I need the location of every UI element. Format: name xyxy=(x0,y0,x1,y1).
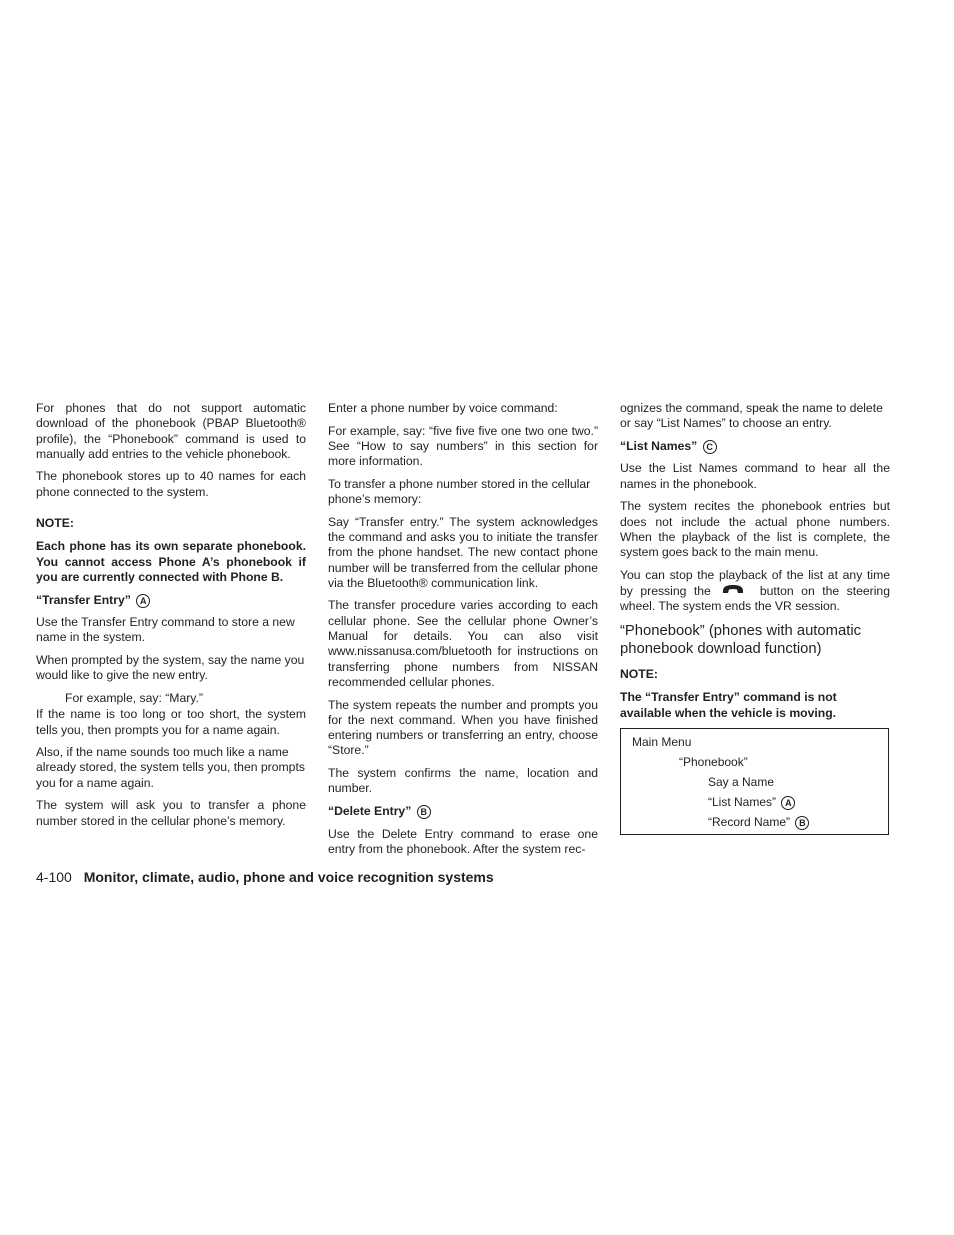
heading-text: “Delete Entry” xyxy=(328,803,412,818)
paragraph: The phonebook stores up to 40 names for each phone connected to the system. xyxy=(36,469,306,499)
list-names-heading xyxy=(620,439,890,454)
page-number: 4-100 xyxy=(36,869,72,885)
callout-marker-b: B xyxy=(417,805,431,819)
page-footer xyxy=(36,869,494,885)
menu-item-record-name xyxy=(621,812,888,832)
heading-text: “Transfer Entry” xyxy=(36,592,131,607)
menu-item-label: “List Names” xyxy=(708,795,777,810)
chapter-title: Monitor, climate, audio, phone and voice recognition systems xyxy=(83,869,494,885)
note-heading: NOTE: xyxy=(620,667,658,682)
paragraph-text: You can stop the playback of the list at any time by pressing the xyxy=(620,567,890,599)
paragraph: The transfer procedure varies according to each cellular phone. See the cellular phone Owner’s Manual for details. You can also visit www.nissanusa.com/bluetooth for instructions on transferring phone numbers from NISSAN recommended cellular phones. xyxy=(328,598,598,689)
transfer-entry-heading xyxy=(36,593,306,608)
menu-item-phonebook: “Phonebook” xyxy=(679,755,748,770)
paragraph: When prompted by the system, say the name you would like to give the new entry. xyxy=(36,653,305,683)
paragraph: Say “Transfer entry.” The system acknowledges the command and asks you to initiate the transfer from the phone handset. The new contact phone number will be transferred from the cellular phone via the Bluetooth® communication link. xyxy=(328,514,598,590)
menu-item-list-names xyxy=(621,792,888,812)
paragraph: ognizes the command, speak the name to delete or say “List Names” to choose an entry. xyxy=(620,401,883,431)
paragraph: If the name is too long or too short, the system tells you, then prompts you for a name again. xyxy=(36,707,306,737)
paragraph: To transfer a phone number stored in the cellular phone’s memory: xyxy=(328,476,591,507)
paragraph: The system confirms the name, location and number. xyxy=(328,766,598,796)
paragraph-text: button on the steering wheel. The system ends the VR session. xyxy=(620,584,890,614)
paragraph: For example, say: “five five five one two one two.” See “How to say numbers” in this section for more information. xyxy=(328,423,598,469)
paragraph: The system recites the phonebook entries but does not include the actual phone numbers. When the playback of the list is complete, the system goes back to the main menu. xyxy=(620,499,890,560)
note-heading: NOTE: xyxy=(36,516,74,531)
callout-marker-b: B xyxy=(795,816,809,830)
voice-menu-tree xyxy=(620,728,889,835)
column-1 xyxy=(36,401,306,836)
menu-item-label: “Record Name” xyxy=(708,815,791,830)
paragraph: The system repeats the number and prompts you for the next command. When you have finished entering numbers or transferring an entry, choose “Store.” xyxy=(328,697,598,758)
heading-text: “List Names” xyxy=(620,438,698,453)
note-body: Each phone has its own separate phonebook. You cannot access Phone A’s phonebook if you are currently connected with Phone B. xyxy=(36,539,306,584)
callout-marker-a: A xyxy=(136,594,150,608)
menu-item-say-a-name: Say a Name xyxy=(708,775,775,790)
paragraph xyxy=(620,568,890,615)
menu-item-main-menu: Main Menu xyxy=(632,735,692,750)
paragraph: Use the List Names command to hear all the names in the phonebook. xyxy=(620,461,890,491)
paragraph: Use the Transfer Entry command to store a new name in the system. xyxy=(36,615,295,645)
section-title: “Phonebook” (phones with automatic phonebook download function) xyxy=(620,623,861,658)
example-line: For example, say: “Mary.” xyxy=(65,690,203,705)
delete-entry-heading xyxy=(328,804,598,819)
note-body: The “Transfer Entry” command is not available when the vehicle is moving. xyxy=(620,690,837,720)
paragraph: Also, if the name sounds too much like a name already stored, the system tells you, then prompts you for a name again. xyxy=(36,745,305,790)
paragraph: Use the Delete Entry command to erase one entry from the phonebook. After the system rec- xyxy=(328,826,598,856)
column-3 xyxy=(620,401,890,835)
phone-hang-up-icon xyxy=(722,583,744,598)
paragraph: Enter a phone number by voice command: xyxy=(328,401,558,415)
callout-marker-a: A xyxy=(781,796,795,810)
callout-marker-c: C xyxy=(703,440,717,454)
column-2 xyxy=(328,401,598,864)
paragraph: For phones that do not support automatic download of the phonebook (PBAP Bluetooth® profile), the “Phonebook” command is used to manually add entries to the vehicle phonebook. xyxy=(36,401,306,461)
paragraph: The system will ask you to transfer a phone number stored in the cellular phone’s memory. xyxy=(36,798,306,828)
